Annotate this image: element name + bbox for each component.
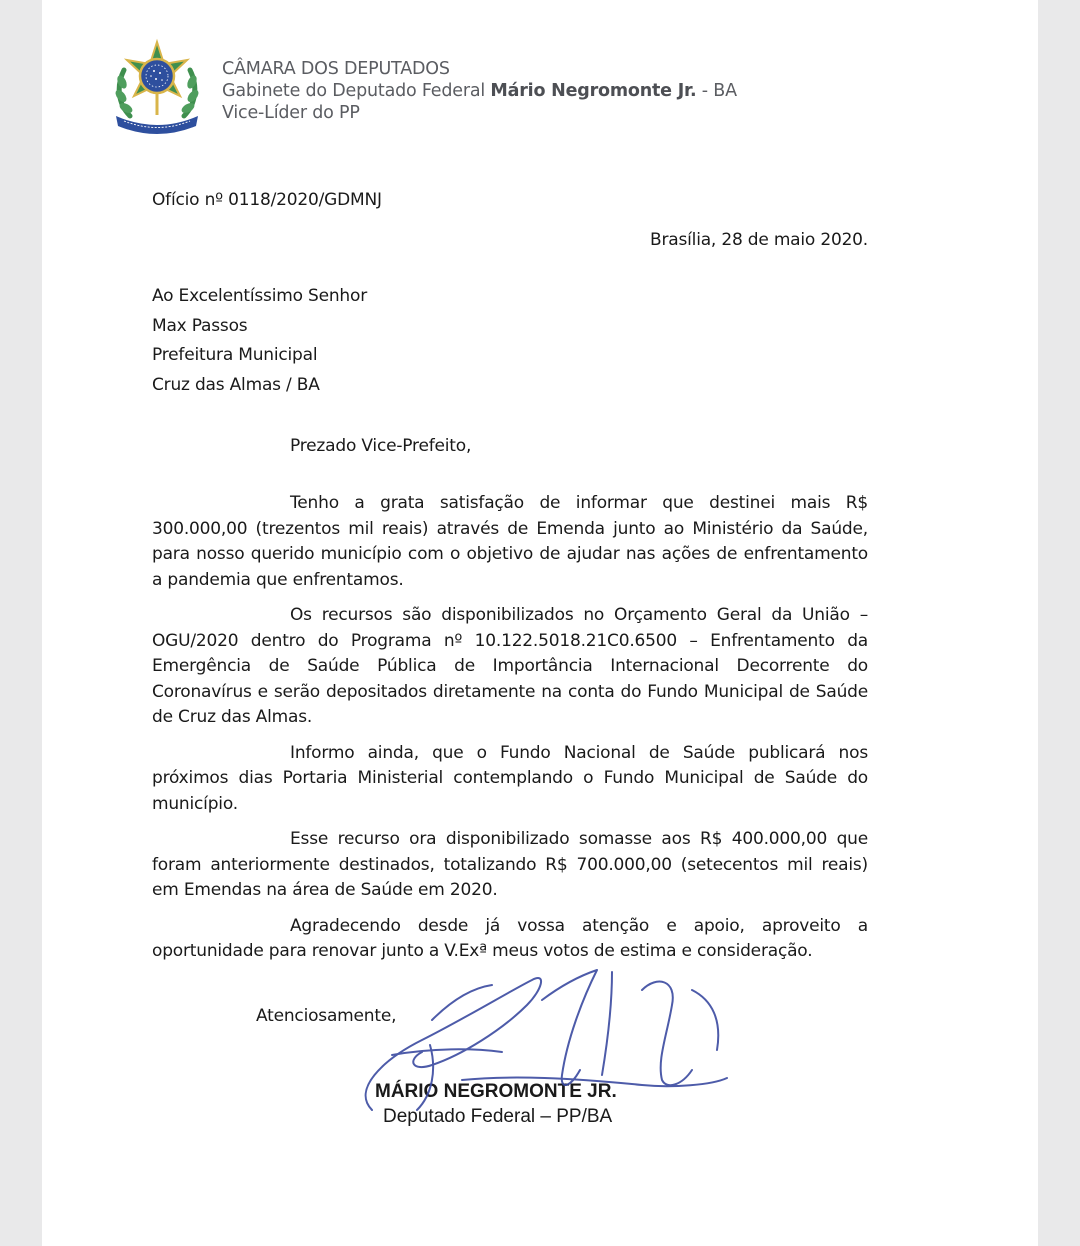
body-paragraph: Esse recurso ora disponibilizado somasse aos R$ 400.000,00 que foram anteriormente destinados, totalizando R$ 700.000,00 (setecentos mil reais) em Emendas na área de Saúde em 2020. — [152, 829, 868, 900]
recipient-line: Cruz das Almas / BA — [152, 374, 320, 395]
institution-name: CÂMARA DOS DEPUTADOS — [222, 59, 450, 79]
signatory-name: MÁRIO NEGROMONTE JR. — [375, 1081, 617, 1102]
office-prefix: Gabinete do Deputado Federal — [222, 81, 486, 101]
body-paragraph: Os recursos são disponibilizados no Orçamento Geral da União – OGU/2020 dentro do Programa nº 10.122.5018.21C0.6500 – Enfrentamento da Emergência de Saúde Pública de Importância Internacional Decorrente do Coronavírus e serão depositados diretamente na conta do Fundo Municipal de Saúde de Cruz das Almas. — [152, 605, 868, 727]
office-suffix: - BA — [701, 81, 737, 101]
signatory-role: Deputado Federal – PP/BA — [383, 1106, 613, 1127]
letter-body — [152, 491, 868, 975]
body-paragraph: Agradecendo desde já vossa atenção e apoio, aproveito a oportunidade para renovar junto a V.Exª meus votos de estima e consideração. — [152, 915, 868, 961]
recipient-line: Prefeitura Municipal — [152, 345, 318, 365]
closing: Atenciosamente, — [256, 1006, 397, 1026]
document-page — [42, 0, 1038, 1246]
recipient-line: Max Passos — [152, 315, 248, 336]
deputy-role: Vice-Líder do PP — [222, 103, 360, 123]
recipient-block — [152, 282, 367, 400]
salutation: Prezado Vice-Prefeito, — [290, 436, 472, 456]
letter-reference: Ofício nº 0118/2020/GDMNJ — [152, 190, 382, 210]
body-paragraph: Informo ainda, que o Fundo Nacional de Saúde publicará nos próximos dias Portaria Ministerial contemplando o Fundo Municipal de Saúde do município. — [152, 742, 868, 814]
recipient-line: Ao Excelentíssimo Senhor — [152, 286, 367, 306]
letterhead — [222, 58, 737, 124]
place-date: Brasília, 28 de maio 2020. — [650, 230, 868, 250]
brazil-coat-of-arms-icon — [110, 38, 204, 138]
body-paragraph: Tenho a grata satisfação de informar que destinei mais R$ 300.000,00 (trezentos mil reais) através de Emenda junto ao Ministério da Saúde, para nosso querido município com o objetivo de ajudar nas ações de enfrentamento a pandemia que enfrentamos. — [152, 493, 868, 590]
handwritten-signature-icon — [312, 960, 732, 1130]
deputy-name: Mário Negromonte Jr. — [490, 81, 697, 101]
office-line — [222, 80, 737, 102]
